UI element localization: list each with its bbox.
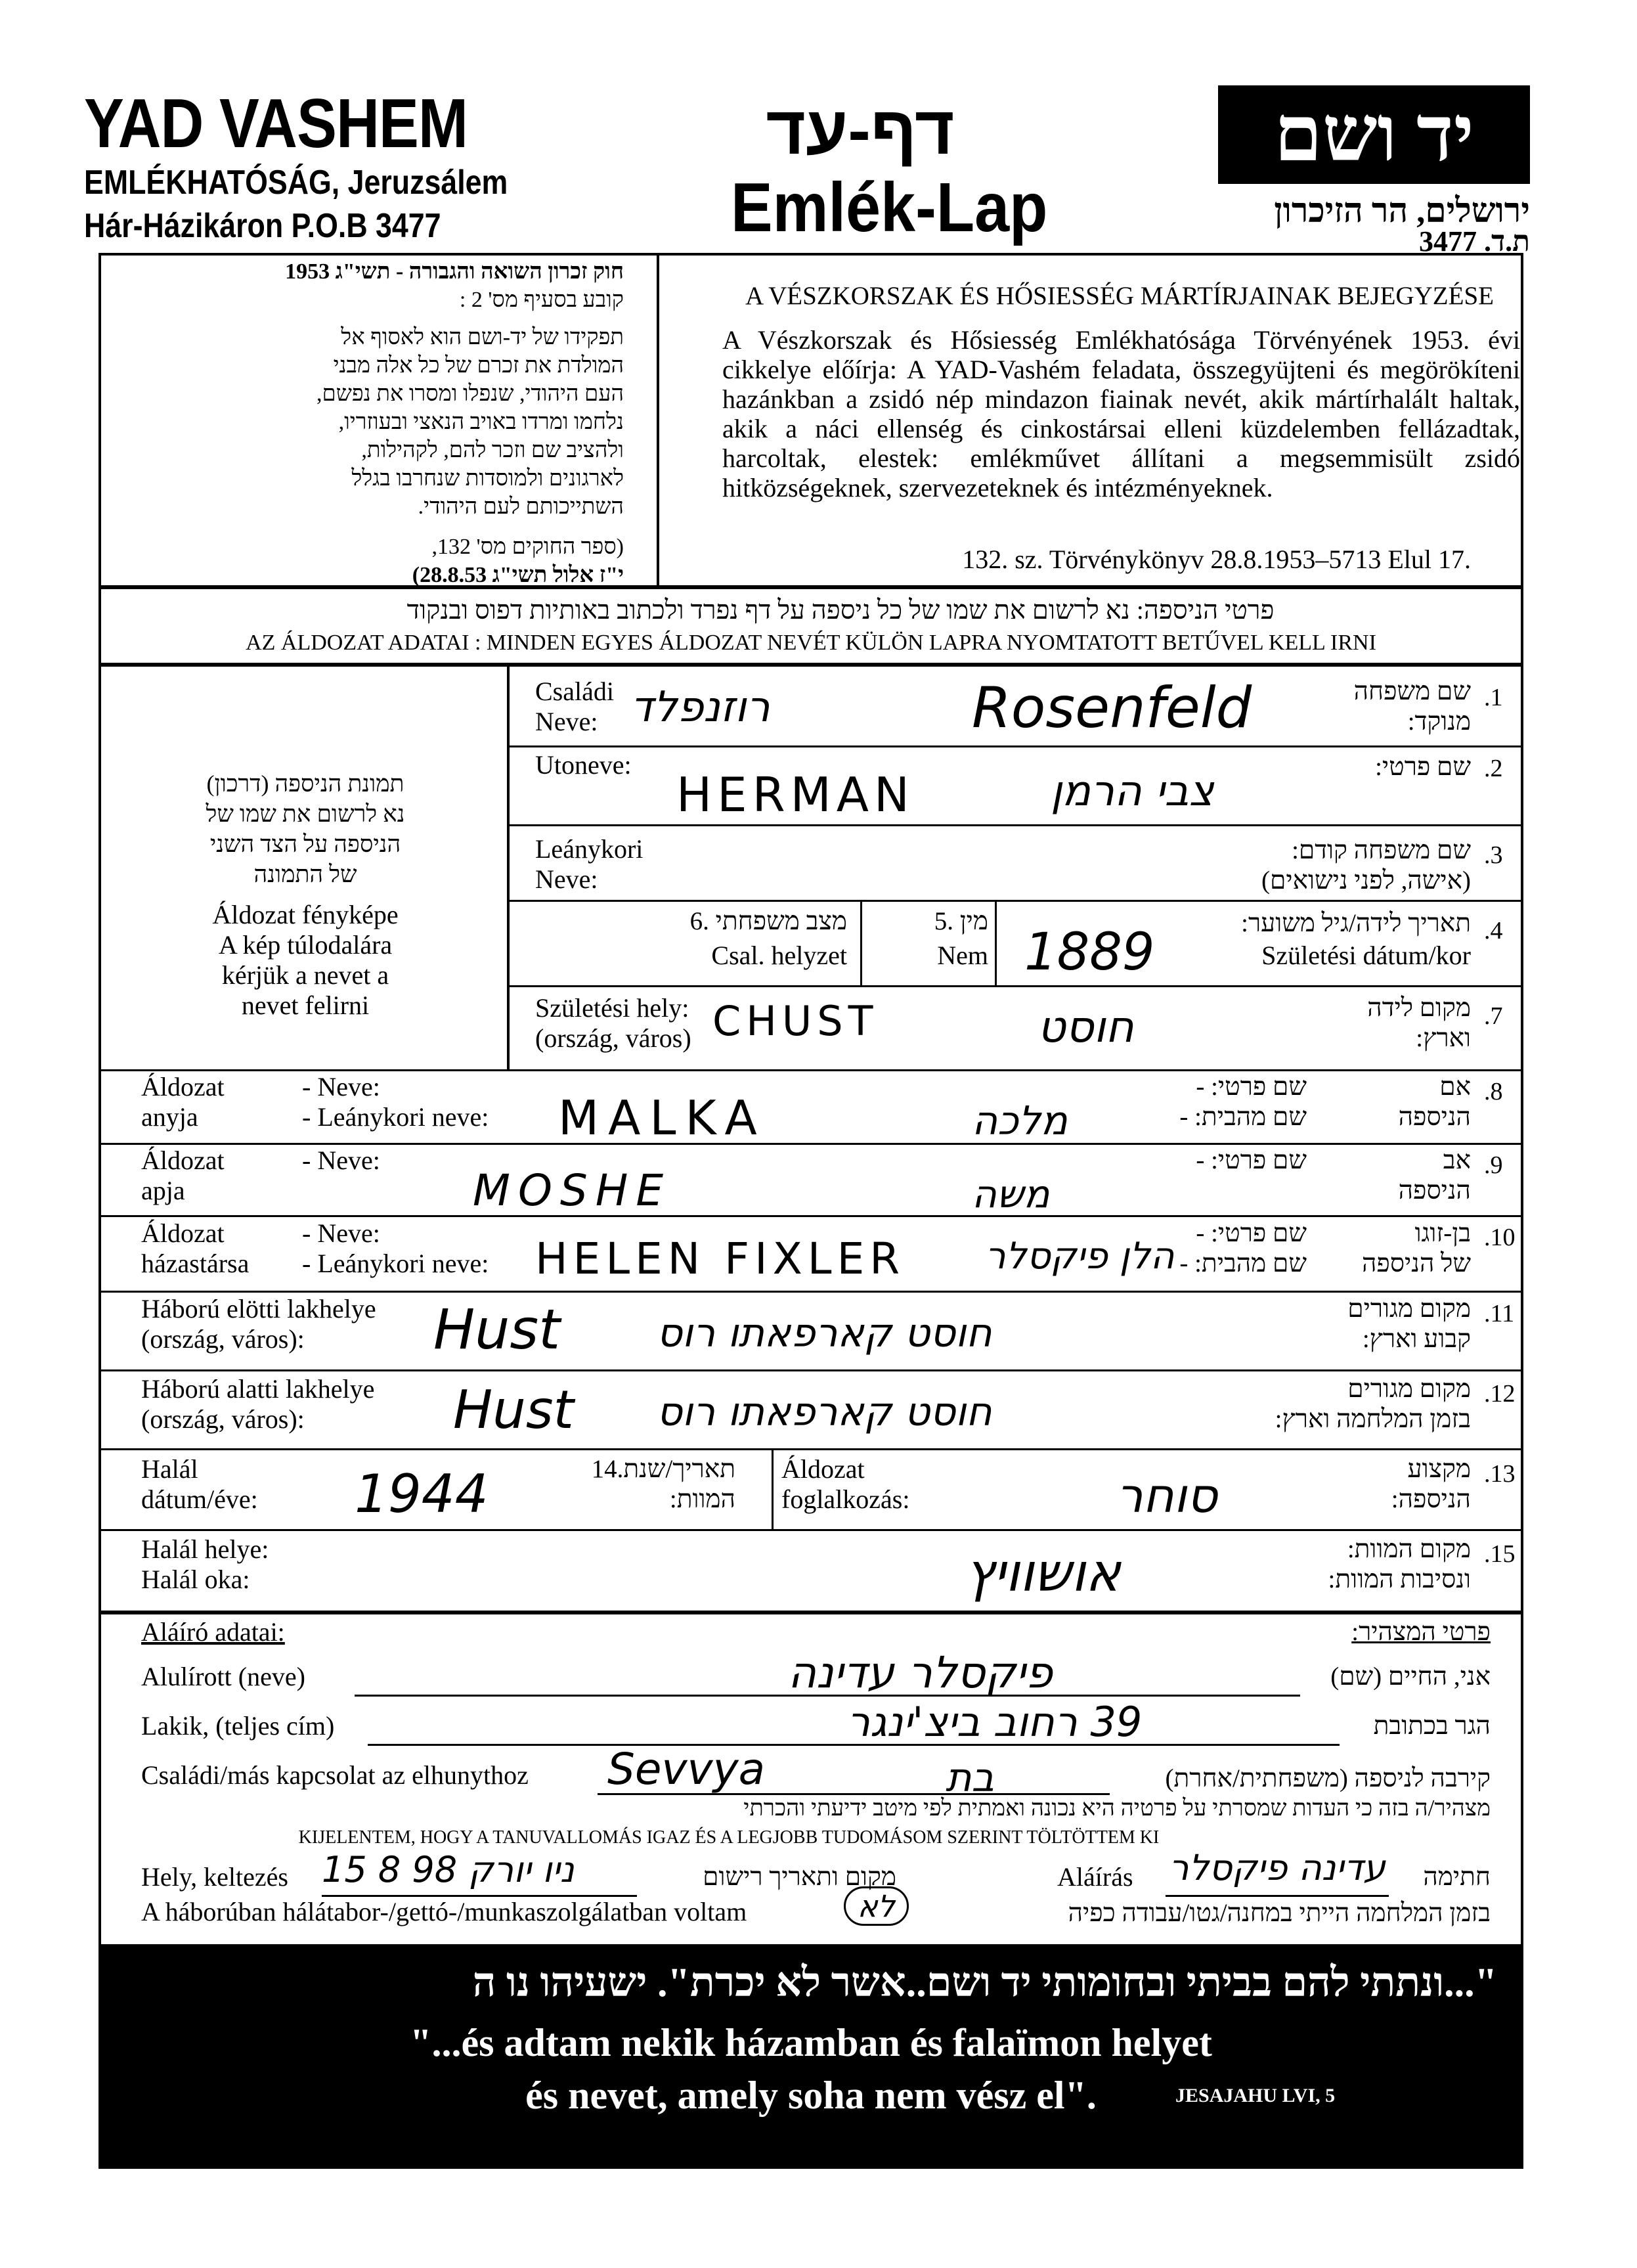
law-heb-line: קובע בסעיף מס' 2 : (459, 288, 624, 312)
law-heb-line: השתייכותם לעם היהודי. (418, 495, 624, 519)
f15-label-he: מקום המוות: ונסיבות המוות: (1328, 1535, 1471, 1593)
law-heb-line: ולהציב שם וזכר להם, לקהילות, (361, 438, 624, 462)
f10-sublabel-he: שם פרטי: - שם מהבית: - (1179, 1219, 1307, 1278)
footer-quote-hu-line1: "...és adtam nekik házamban és falaïmon helyet (410, 2021, 1212, 2064)
signer-address-label-he: הגר בכתובת (1373, 1712, 1491, 1740)
signer-relation-label-hu: Családi/más kapcsolat az elhunythoz (141, 1760, 529, 1790)
f13-occupation-value-he[interactable]: סוחר (1116, 1468, 1218, 1523)
signer-name-value[interactable]: פיקסלר עדינה (788, 1647, 1053, 1698)
f8-label-hu: Áldozat anyja (141, 1072, 225, 1132)
signer-relation-label-he: קירבה לניספה (משפחתית/אחרת) (1165, 1764, 1491, 1792)
declaration-hebrew: מצהיר/ה בזה כי העדות שמסרתי על פרטיה היא נכונה ואמתית לפי מיטב ידיעתי והכרתי (743, 1795, 1491, 1821)
law-heb-line: י"ז אלול תשי"ג 28.8.53) (412, 563, 624, 587)
yad-vashem-logo: יד ושם (1218, 85, 1530, 184)
law-heb-line: לארגונים ולמוסדות שנחרבו בגלל (351, 466, 624, 491)
law-text-hungarian: A Vészkorszak és Hősiesség Emlékhatósága Törvényének 1953. évi cikkelye előírja: A YAD-Vashém feladata, összegyüjteni és megörökíteni hazánkban a zsidó nép mindazon fiainak nevét, akik mártírhalált haltak, akik a náci ellenség és cinkostársai elleni küzdelemben fellázadtak, harcoltak, elestek: emlékművet állítani a megsemmisült zsidó hitközségeknek, szervezeteknek és intézményeknek. (722, 325, 1520, 502)
signer-relation-value[interactable]: Sevvya (607, 1744, 766, 1794)
f14-label-hu: Halál dátum/éve: (141, 1454, 258, 1514)
f10-spouse-value-he[interactable]: הלן פיקסלר (985, 1235, 1175, 1278)
f10-number: .10 (1484, 1224, 1516, 1251)
law-heb-line: המולדת את זכרם של כל אלה מבני (333, 353, 624, 378)
authority-address: Hár-Házikáron P.O.B 3477 (84, 207, 441, 245)
photo-instructions-hungarian (112, 900, 499, 1021)
signature-label-he: חתימה (1423, 1863, 1491, 1891)
f9-number: .9 (1484, 1151, 1503, 1179)
f9-father-value[interactable]: MOSHE (473, 1165, 672, 1216)
photo-instructions-hebrew (112, 768, 499, 889)
photo-heb-line: הניספה על הצד השני (209, 831, 401, 857)
f1-surname-value[interactable]: Rosenfeld (972, 675, 1252, 741)
f3-number: .3 (1484, 841, 1503, 869)
photo-heb-line: נא לרשום את שמו של (206, 801, 405, 827)
signer-title-he: פרטי המצהיר: (1351, 1618, 1491, 1646)
f9-father-value-he[interactable]: משה (972, 1172, 1050, 1216)
f15-death-place-value-he[interactable]: אושוויץ (965, 1542, 1121, 1603)
place-date-value[interactable]: 15 8 98 ניו יורק (322, 1849, 575, 1890)
camp-label-hu: A háborúban hálátabor-/gettó-/munkaszolgálatban voltam (141, 1897, 747, 1926)
declaration-hungarian: KIJELENTEM, HOGY A TANUVALLOMÁS IGAZ ÉS A LEGJOBB TUDOMÁSOM SZERINT TÖLTÖTTEM KI (298, 1827, 1160, 1848)
f4-number: .4 (1484, 917, 1503, 945)
f10-sublabel-hu: - Neve: - Leánykori neve: (302, 1218, 489, 1278)
footer-quote-hebrew: "...ונתתי להם בביתי ובחומותי יד ושם..אשר לא יכרת". ישעיהו נו ה (472, 1961, 1497, 2005)
f2-number: .2 (1484, 755, 1503, 782)
f13-label-he: מקצוע הניספה: (1391, 1455, 1471, 1513)
photo-hu-line: kérjük a nevet a (221, 960, 389, 990)
f15-label-hu: Halál helye: Halál oka: (141, 1534, 269, 1594)
f7-number: .7 (1484, 1002, 1503, 1030)
f9-label-hu: Áldozat apja (141, 1145, 225, 1205)
f7-label-he: מקום לידה וארץ: (1367, 994, 1471, 1052)
f11-label-hu: Háború elötti lakhelye (ország, város): (141, 1294, 376, 1354)
signer-address-value[interactable]: 39 רחוב ביצ'ינגר (847, 1698, 1143, 1746)
f10-label-hu: Áldozat házastársa (141, 1218, 250, 1278)
f6-label-hu: Csal. helyzet (711, 941, 847, 970)
f14-label-he: תאריך/שנת.14 המוות: (591, 1455, 735, 1513)
f7-birthplace-value-he[interactable]: חוסט (1037, 1002, 1134, 1052)
photo-hu-line: Áldozat fényképe (212, 900, 399, 929)
f14-death-date-value[interactable]: 1944 (355, 1463, 489, 1524)
f10-label-he: בן-זוגו של הניספה (1362, 1219, 1471, 1278)
f11-prewar-residence-value[interactable]: Hust (433, 1297, 561, 1362)
f12-label-he: מקום מגורים בזמן המלחמה וארץ: (1275, 1375, 1471, 1433)
place-date-label-hu: Hely, keltezés (141, 1862, 288, 1892)
f2-label-he: שם פרטי: (1375, 753, 1471, 781)
f11-prewar-residence-value-he[interactable]: חוסט קארפאתו רוס (657, 1310, 992, 1356)
hebrew-address: ירושלים, הר הזיכרון (1274, 192, 1530, 230)
f13-number: .13 (1484, 1460, 1516, 1488)
yad-vashem-title: YAD VASHEM (84, 85, 468, 162)
f13-label-hu: Áldozat foglalkozás: (781, 1454, 910, 1514)
signer-title-hu: Aláíró adatai: (141, 1617, 285, 1647)
f9-label-he: אב הניספה (1398, 1146, 1471, 1205)
law-heb-line: (ספר החוקים מס' 132, (431, 535, 624, 559)
photo-heb-line: של התמונה (253, 861, 357, 887)
f8-label-he: אם הניספה (1398, 1073, 1471, 1131)
form-title: Emlék-Lap (731, 169, 1048, 246)
signer-name-label-hu: Alulírott (neve) (141, 1662, 305, 1691)
footer-quote-hu-line2: és nevet, amely soha nem vész el". (525, 2074, 1097, 2117)
law-heb-line: העם היהודי, שנפלו ומסרו את נפשם, (316, 382, 624, 406)
photo-hu-line: nevet felirni (241, 990, 370, 1020)
f1-label-he: שם משפחה מנוקד: (1353, 677, 1471, 736)
f4-label-hu: Születési dátum/kor (1261, 941, 1471, 970)
signature-label-hu: Aláírás (1057, 1862, 1133, 1892)
f7-label-hu: Születési hely: (ország, város) (535, 993, 691, 1053)
f4-label-he: תאריך לידה/גיל משוער: (1241, 909, 1471, 937)
camp-label-he: בזמן המלחמה הייתי במחנה/גטו/עבודה כפיה (1068, 1899, 1491, 1927)
f3-label-hu: Leánykori Neve: (535, 834, 644, 894)
f15-number: .15 (1484, 1540, 1516, 1568)
f4-birthdate-value[interactable]: 1889 (1024, 923, 1155, 982)
instructions-hebrew: פרטי הניספה: נא לרשום את שמו של כל ניספה על דף נפרד ולכתוב באותיות דפוס ובנקוד (406, 595, 1275, 625)
f5-label-he: מין .5 (934, 907, 988, 935)
camp-value[interactable]: לא (844, 1886, 909, 1926)
f12-wartime-residence-value[interactable]: Hust (453, 1379, 574, 1440)
footer-reference: JESAJAHU LVI, 5 (1175, 2085, 1336, 2106)
f8-mother-value[interactable]: MALKA (558, 1090, 766, 1145)
f1-label-hu: Családi Neve: (535, 677, 614, 736)
f2-label-hu: Utoneve: (535, 750, 632, 780)
law-heb-line: חוק זכרון השואה והגבורה - תשי"ג 1953 (285, 259, 624, 284)
f8-number: .8 (1484, 1078, 1503, 1105)
footer-quote (98, 1944, 1523, 2169)
law-text-hebrew (131, 257, 624, 589)
hebrew-pob: ת.ד. 3477 (1419, 225, 1530, 257)
f6-label-he: מצב משפחתי .6 (689, 907, 847, 935)
f12-wartime-residence-value-he[interactable]: חוסט קארפאתו רוס (657, 1389, 992, 1435)
authority-name: EMLÉKHATÓSÁG, Jeruzsálem (84, 164, 508, 202)
f8-sublabel-he: שם פרטי: - שם מהבית: - (1179, 1073, 1307, 1131)
f1-number: .1 (1484, 684, 1503, 711)
photo-heb-line: תמונת הניספה (דרכון) (206, 770, 404, 797)
f8-sublabel-hu: - Neve: - Leánykori neve: (302, 1072, 489, 1132)
law-heb-line: נלחמו ומרדו באויב הנאצי ובעוזריו, (338, 410, 624, 434)
f2-firstname-value-he[interactable]: צבי הרמן (1051, 767, 1214, 816)
f3-label-he: שם משפחה קודם: (אישה, לפני נישואים) (1261, 836, 1471, 895)
f1-surname-value-he[interactable]: רוזנפלד (630, 683, 770, 732)
law-reference: 132. sz. Törvénykönyv 28.8.1953–5713 Elul 17. (962, 545, 1471, 574)
f2-firstname-value[interactable]: HERMAN (676, 767, 915, 822)
place-date-label-he: מקום ותאריך רישום (703, 1863, 896, 1891)
f9-sublabel-he: שם פרטי: - (1196, 1146, 1307, 1174)
f12-number: .12 (1484, 1380, 1516, 1408)
instructions-hungarian: AZ ÁLDOZAT ADATAI : MINDEN EGYES ÁLDOZAT NEVÉT KÜLÖN LAPRA NYOMTATOTT BETŰVEL KELL IRNI (246, 631, 1376, 655)
f12-label-hu: Háború alatti lakhelye (ország, város): (141, 1374, 375, 1434)
f8-mother-value-he[interactable]: מלכה (972, 1098, 1068, 1144)
f5-label-hu: Nem (937, 941, 988, 970)
f11-number: .11 (1484, 1300, 1515, 1327)
f11-label-he: מקום מגורים קבוע וארץ: (1347, 1295, 1471, 1353)
f9-sublabel-hu: - Neve: (302, 1145, 380, 1175)
f10-spouse-value[interactable]: HELEN FIXLER (535, 1234, 906, 1284)
photo-hu-line: A kép túlodalára (218, 930, 393, 960)
signer-relation-value-he[interactable]: בת (946, 1755, 995, 1801)
f7-birthplace-value[interactable]: CHUST (712, 997, 879, 1045)
law-title-hungarian: A VÉSZKORSZAK ÉS HŐSIESSÉG MÁRTÍRJAINAK BEJEGYZÉSE (745, 282, 1494, 310)
law-heb-line: תפקידו של יד-ושם הוא לאסוף אל (341, 325, 624, 349)
form-title-hebrew: דף-עד (766, 93, 955, 169)
signer-address-label-hu: Lakik, (teljes cím) (141, 1711, 335, 1741)
signer-name-label-he: אני, החיים (שם) (1330, 1662, 1491, 1691)
signature-value[interactable]: עדינה פיקסלר (1169, 1847, 1386, 1888)
